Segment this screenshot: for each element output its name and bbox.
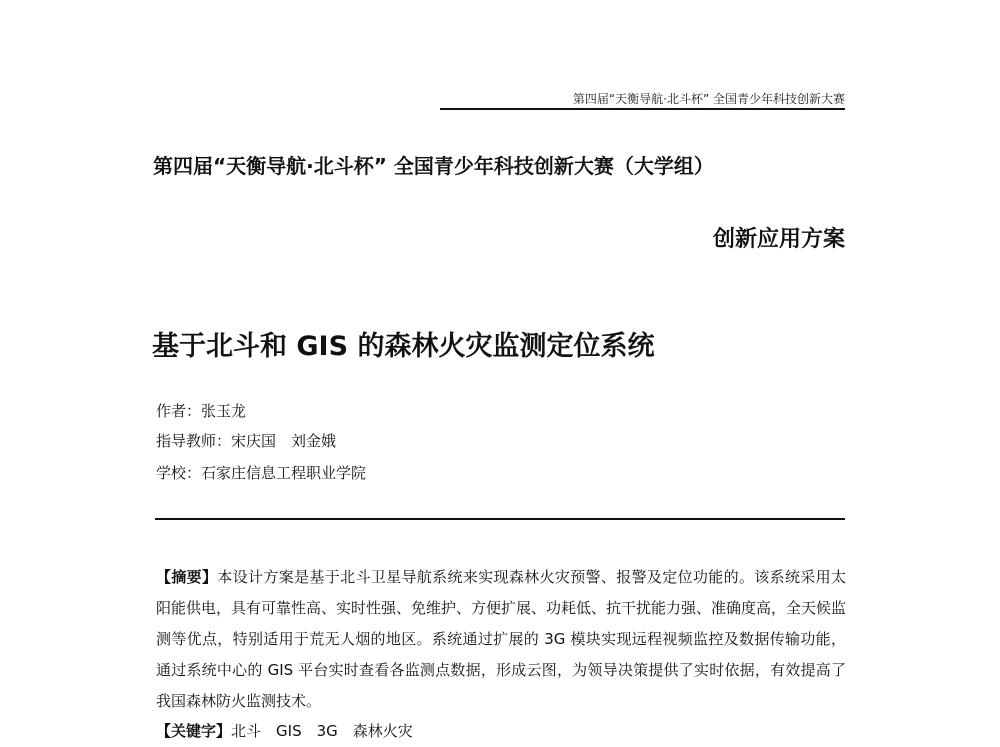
keywords-text: 北斗 GIS 3G 森林火灾 bbox=[231, 722, 413, 740]
advisor-label: 指导教师： bbox=[156, 432, 232, 450]
abstract-tag: 【摘要】 bbox=[156, 568, 218, 586]
author-line bbox=[156, 400, 246, 421]
advisor-names: 宋庆国 刘金娥 bbox=[231, 432, 337, 450]
running-header: 第四届“天衡导航·北斗杯” 全国青少年科技创新大赛 bbox=[572, 92, 845, 106]
abstract-paragraph bbox=[156, 562, 846, 717]
section-divider bbox=[155, 518, 845, 520]
author-name: 张玉龙 bbox=[201, 402, 247, 420]
header-rule bbox=[440, 108, 845, 110]
keywords-tag: 【关键字】 bbox=[156, 722, 232, 740]
category-heading: 创新应用方案 bbox=[712, 227, 845, 252]
school-label: 学校： bbox=[156, 464, 202, 482]
school-line bbox=[156, 462, 366, 483]
author-label: 作者： bbox=[156, 402, 202, 420]
abstract-text: 本设计方案是基于北斗卫星导航系统来实现森林火灾预警、报警及定位功能的。该系统采用太阳能供电，具有可靠性高、实时性强、免维护、方便扩展、功耗低、抗干扰能力强、准确度高，全天候监测等优点，特别适用于荒无人烟的地区。系统通过扩展的 3G 模块实现远程视频监控及数据传输功能，通过系统中心的 GIS 平台实时查看各监测点数据，形成云图，为领导决策提供了实时依据，有效提高了我国森林防火监测技术。 bbox=[156, 568, 847, 710]
competition-title: 第四届“天衡导航·北斗杯” 全国青少年科技创新大赛（大学组） bbox=[153, 154, 714, 178]
keywords-line bbox=[156, 716, 846, 747]
paper-title: 基于北斗和 GIS 的森林火灾监测定位系统 bbox=[152, 331, 655, 362]
advisor-line bbox=[156, 430, 336, 451]
school-name: 石家庄信息工程职业学院 bbox=[201, 464, 367, 482]
